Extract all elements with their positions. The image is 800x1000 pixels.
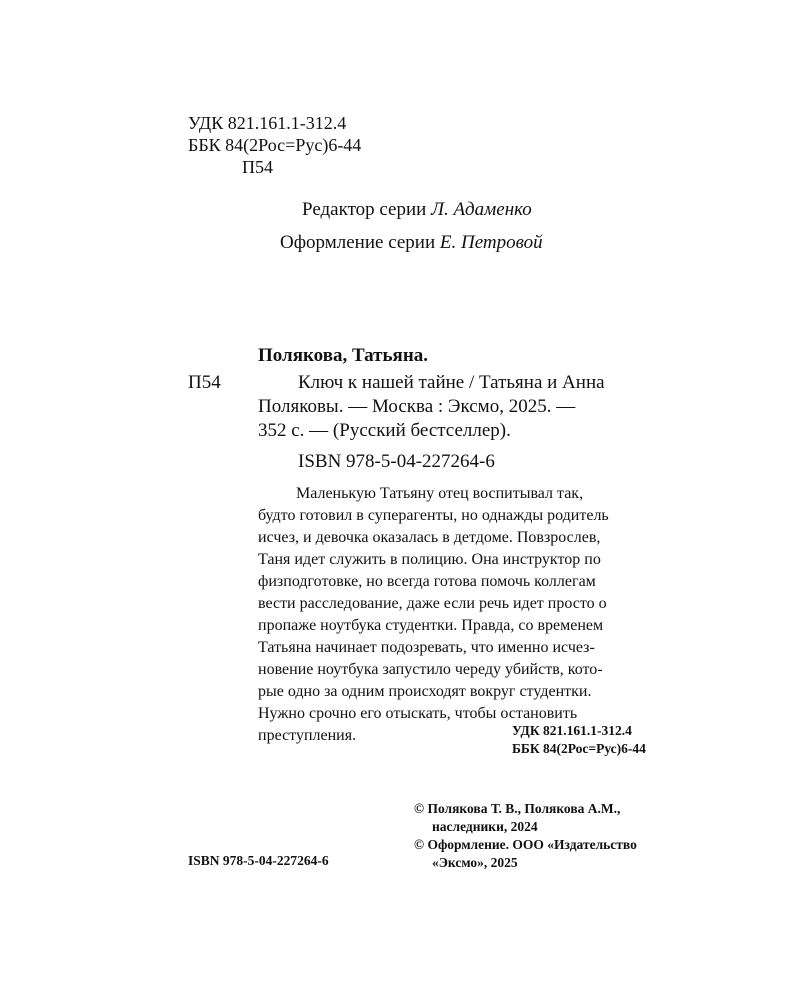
series-design-name: Е. Петровой	[439, 232, 543, 253]
annotation-line: рые одно за одним происходят вокруг студентки.	[258, 683, 592, 700]
footer-bbk-code: ББК 84(2Рос=Рус)6-44	[512, 741, 646, 756]
series-design-label: Оформление серии	[280, 232, 436, 253]
annotation-line: преступления.	[258, 727, 357, 744]
annotation-line: Татьяна начинает подозревать, что именно исчез-	[258, 639, 595, 656]
card-author: Полякова, Татьяна.	[258, 345, 429, 366]
series-editor-name: Л. Адаменко	[431, 199, 532, 220]
series-editor-label: Редактор серии	[302, 199, 427, 220]
copyright-line: наследники, 2024	[432, 819, 538, 834]
annotation-line: вести расследование, даже если речь идет просто о	[258, 595, 607, 612]
copyright-line: © Полякова Т. В., Полякова А.М.,	[414, 801, 621, 816]
series-editor	[302, 199, 532, 221]
annotation-line: новение ноутбука запустило череду убийств, кото-	[258, 661, 603, 678]
annotation-line: исчез, и девочка оказалась в детдоме. Повзрослев,	[258, 529, 601, 546]
annotation-line: Таня идет служить в полицию. Она инструктор по	[258, 551, 601, 568]
footer-isbn: ISBN 978-5-04-227264-6	[188, 853, 329, 868]
card-isbn: ISBN 978-5-04-227264-6	[298, 451, 495, 472]
footer-udk-code: УДК 821.161.1-312.4	[512, 723, 632, 738]
book-annotation	[258, 483, 700, 747]
card-title-line: 352 с. — (Русский бестселлер).	[258, 420, 511, 441]
card-title-line: Ключ к нашей тайне / Татьяна и Анна	[298, 372, 605, 393]
copyright-line: © Оформление. ООО «Издательство	[414, 837, 637, 852]
annotation-line: пропаже ноутбука студентки. Правда, со временем	[258, 617, 604, 634]
series-design	[280, 232, 543, 254]
author-mark: П54	[242, 157, 273, 177]
bbk-code: ББК 84(2Рос=Рус)6-44	[188, 135, 362, 155]
annotation-line: будто готовил в суперагенты, но однажды родитель	[258, 507, 609, 524]
card-author-mark: П54	[188, 372, 221, 393]
copyright-line: «Эксмо», 2025	[432, 855, 518, 870]
card-title-line: Поляковы. — Москва : Эксмо, 2025. —	[258, 396, 576, 417]
udk-code: УДК 821.161.1-312.4	[188, 113, 347, 133]
copyright-block	[414, 800, 714, 872]
annotation-line: физподготовке, но всегда готова помочь коллегам	[258, 573, 596, 590]
annotation-line: Нужно срочно его отыскать, чтобы остановить	[258, 705, 578, 722]
annotation-line: Маленькую Татьяну отец воспитывал так,	[296, 485, 584, 502]
